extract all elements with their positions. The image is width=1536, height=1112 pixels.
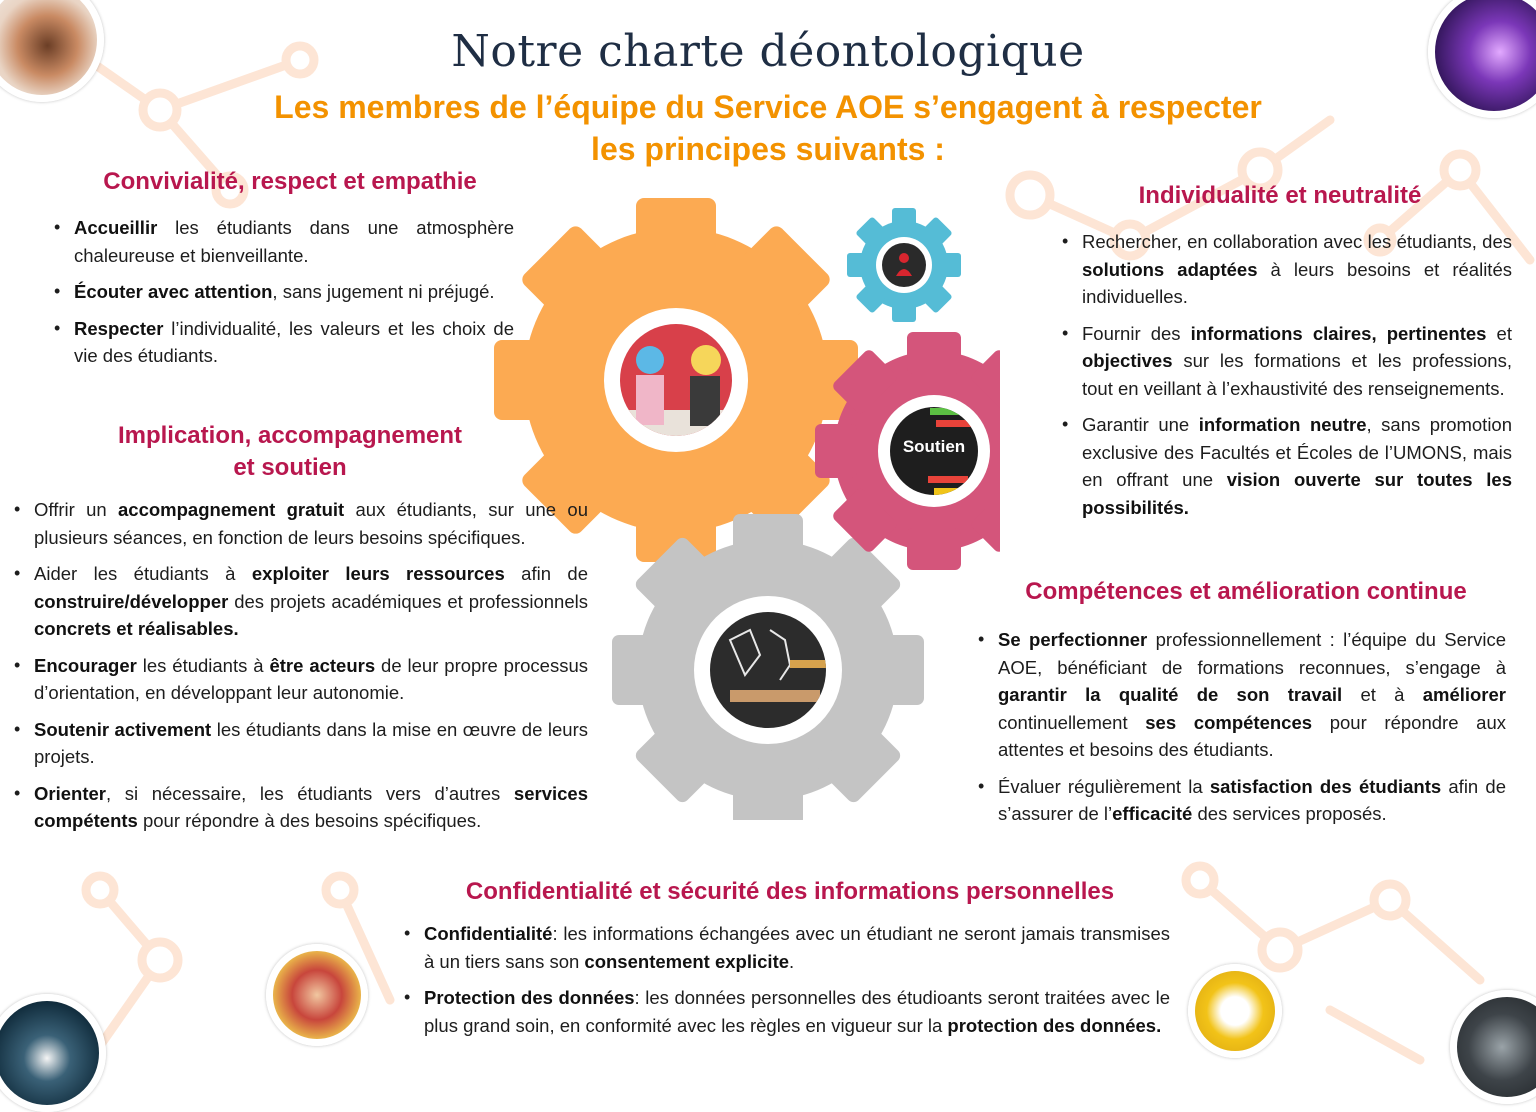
list-item: • Encourager les étudiants à être acteurs de leur propre processus d’orientation, en développant leur autonomie. [12,652,588,707]
implication-heading [60,420,520,484]
list-item: • Accueillir les étudiants dans une atmosphère chaleureuse et bienveillante. [52,214,514,269]
puzzle-hands-photo [1188,964,1282,1058]
conviviality-list [52,214,514,379]
list-item: • Écouter avec attention, sans jugement ni préjugé. [52,278,514,306]
list-item: • Se perfectionner professionnellement : l’équipe du Service AOE, bénéficiant de formations reconnues, s’engage à garantir la qualité de son travail et à améliorer continuellement ses compétences pour répondre aux attentes et besoins des étudiants. [976,626,1506,764]
list-item: • Offrir un accompagnement gratuit aux étudiants, sur une ou plusieurs séances, en fonction de leurs besoins spécifiques. [12,496,588,551]
list-item: • Protection des données: les données personnelles des étudioants seront traitées avec le plus grand soin, en conformité avec les règles en vigueur sur la protection des données. [402,984,1170,1039]
list-item: • Fournir des informations claires, pertinentes et objectives sur les formations et les professions, tout en veillant à l’exhaustivité des renseignements. [1060,320,1512,403]
list-item: • Respecter l’individualité, les valeurs et les choix de vie des étudiants. [52,315,514,370]
list-item: • Garantir une information neutre, sans promotion exclusive des Facultés et Écoles de l’UMONS, mais en offrant une vision ouverte sur toutes les possibilités. [1060,411,1512,521]
individuality-list [1060,228,1512,530]
implication-heading-line-2: et soutien [233,454,347,481]
list-item: • Aider les étudiants à exploiter leurs ressources afin de construire/développer des projets académiques et professionnels concrets et réalisables. [12,560,588,643]
implication-heading-line-1: Implication, accompagnement [117,422,463,449]
soutien-label: Soutien [902,437,966,456]
individuality-heading: Individualité et neutralité [1138,182,1422,209]
page-title: Notre charte déontologique [451,26,1085,77]
competences-list [976,626,1506,837]
subtitle-line-1: Les membres de l’équipe du Service AOE s’engagent à respecter [274,89,1262,125]
subtitle-line-2: les principes suivants : [591,131,945,167]
conviviality-heading: Convivialité, respect et empathie [103,168,477,195]
confidentiality-list [402,920,1170,1048]
list-item: • Évaluer régulièrement la satisfaction des étudiants afin de s’assurer de l’efficacité des services proposés. [976,773,1506,828]
page-subtitle [140,86,1396,170]
implication-list [12,496,588,844]
confidentiality-heading: Confidentialité et sécurité des informations personnelles [465,878,1115,905]
list-item: • Confidentialité: les informations échangées avec un étudiant ne seront jamais transmises à un tiers sans son consentement explicite. [402,920,1170,975]
teamwork-hands-photo [266,944,368,1046]
list-item: • Orienter, si nécessaire, les étudiants vers d’autres services compétents pour répondre à des besoins spécifiques. [12,780,588,835]
competences-heading: Compétences et amélioration continue [1025,578,1467,605]
list-item: • Rechercher, en collaboration avec les étudiants, des solutions adaptées à leurs besoins et réalités individuelles. [1060,228,1512,311]
list-item: • Soutenir activement les étudiants dans la mise en œuvre de leurs projets. [12,716,588,771]
